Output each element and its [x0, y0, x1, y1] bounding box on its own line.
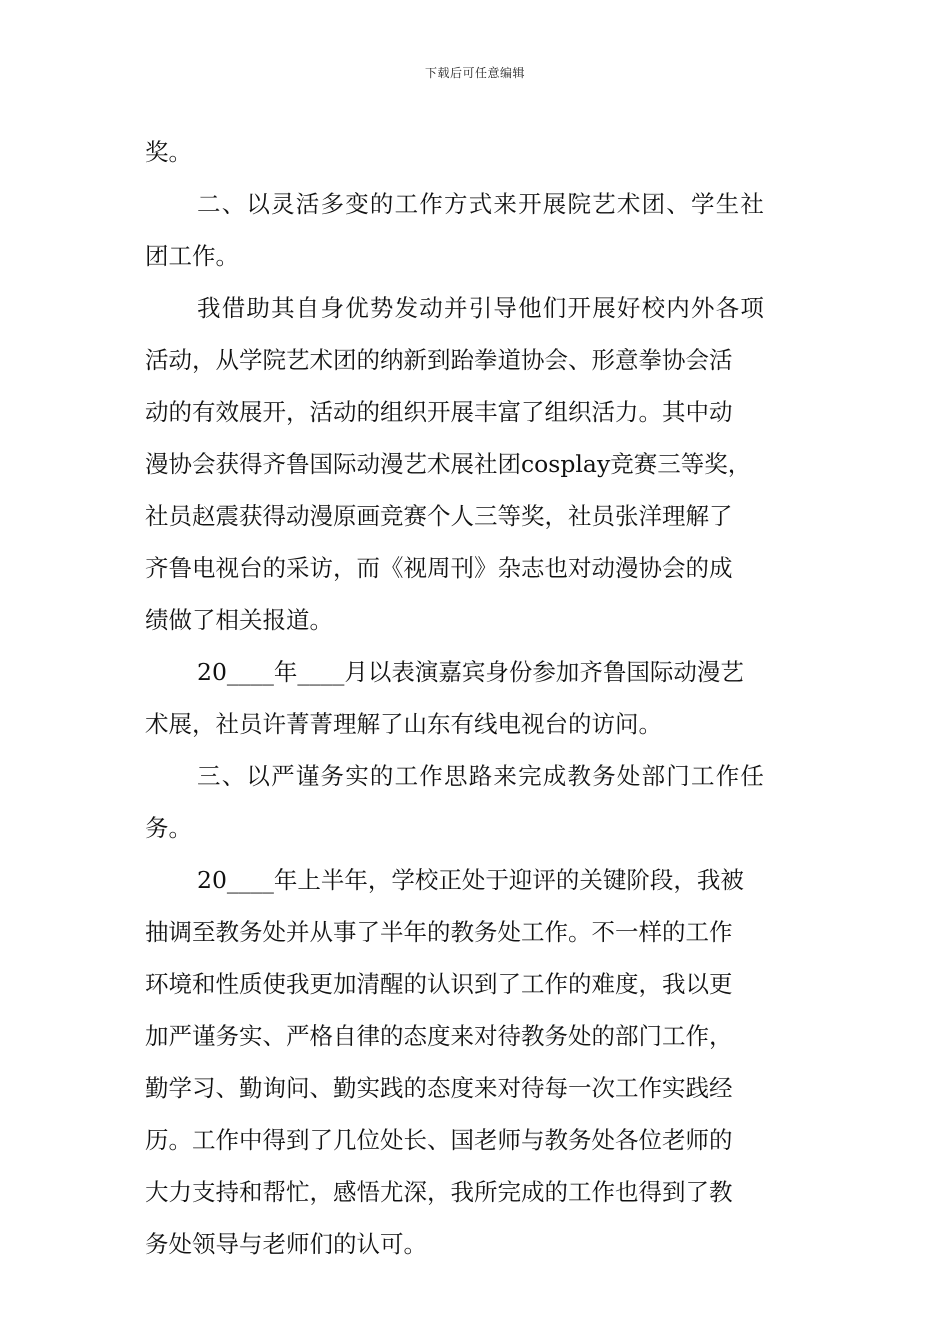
paragraph-line: 奖。	[145, 138, 192, 166]
page-header: 下载后可任意编辑	[424, 66, 525, 80]
paragraph-line: 环境和性质使我更加清醒的认识到了工作的难度，我以更	[145, 970, 733, 998]
paragraph-line: 务。	[145, 814, 192, 842]
document-body	[145, 126, 810, 1270]
section-heading-3: 三、以严谨务实的工作思路来完成教务处部门工作任	[197, 762, 766, 790]
paragraph-line: 历。工作中得到了几位处长、国老师与教务处各位老师的	[145, 1126, 733, 1154]
paragraph-line: 漫协会获得齐鲁国际动漫艺术展社团cosplay竞赛三等奖，	[145, 450, 752, 478]
paragraph-line: 术展，社员许菁菁理解了山东有线电视台的访问。	[145, 710, 662, 738]
paragraph-line: 20____年____月以表演嘉宾身份参加齐鲁国际动漫艺	[197, 658, 744, 686]
paragraph-line: 20____年上半年，学校正处于迎评的关键阶段，我被	[197, 866, 744, 894]
paragraph-line: 社员赵震获得动漫原画竞赛个人三等奖，社员张洋理解了	[145, 502, 733, 530]
paragraph-line: 抽调至教务处并从事了半年的教务处工作。不一样的工作	[145, 918, 733, 946]
paragraph-line: 绩做了相关报道。	[145, 606, 333, 634]
paragraph-line: 动的有效展开，活动的组织开展丰富了组织活力。其中动	[145, 398, 733, 426]
paragraph-line: 活动，从学院艺术团的纳新到跆拳道协会、形意拳协会活	[145, 346, 733, 374]
paragraph-line: 务处领导与老师们的认可。	[145, 1230, 427, 1258]
paragraph-line: 齐鲁电视台的采访，而《视周刊》杂志也对动漫协会的成	[145, 554, 733, 582]
paragraph-line: 加严谨务实、严格自律的态度来对待教务处的部门工作，	[145, 1022, 733, 1050]
paragraph-line: 我借助其自身优势发动并引导他们开展好校内外各项	[197, 294, 766, 322]
paragraph-line: 团工作。	[145, 242, 239, 270]
section-heading-2: 二、以灵活多变的工作方式来开展院艺术团、学生社	[197, 190, 766, 218]
paragraph-line: 大力支持和帮忙，感悟尤深，我所完成的工作也得到了教	[145, 1178, 733, 1206]
paragraph-line: 勤学习、勤询问、勤实践的态度来对待每一次工作实践经	[145, 1074, 733, 1102]
